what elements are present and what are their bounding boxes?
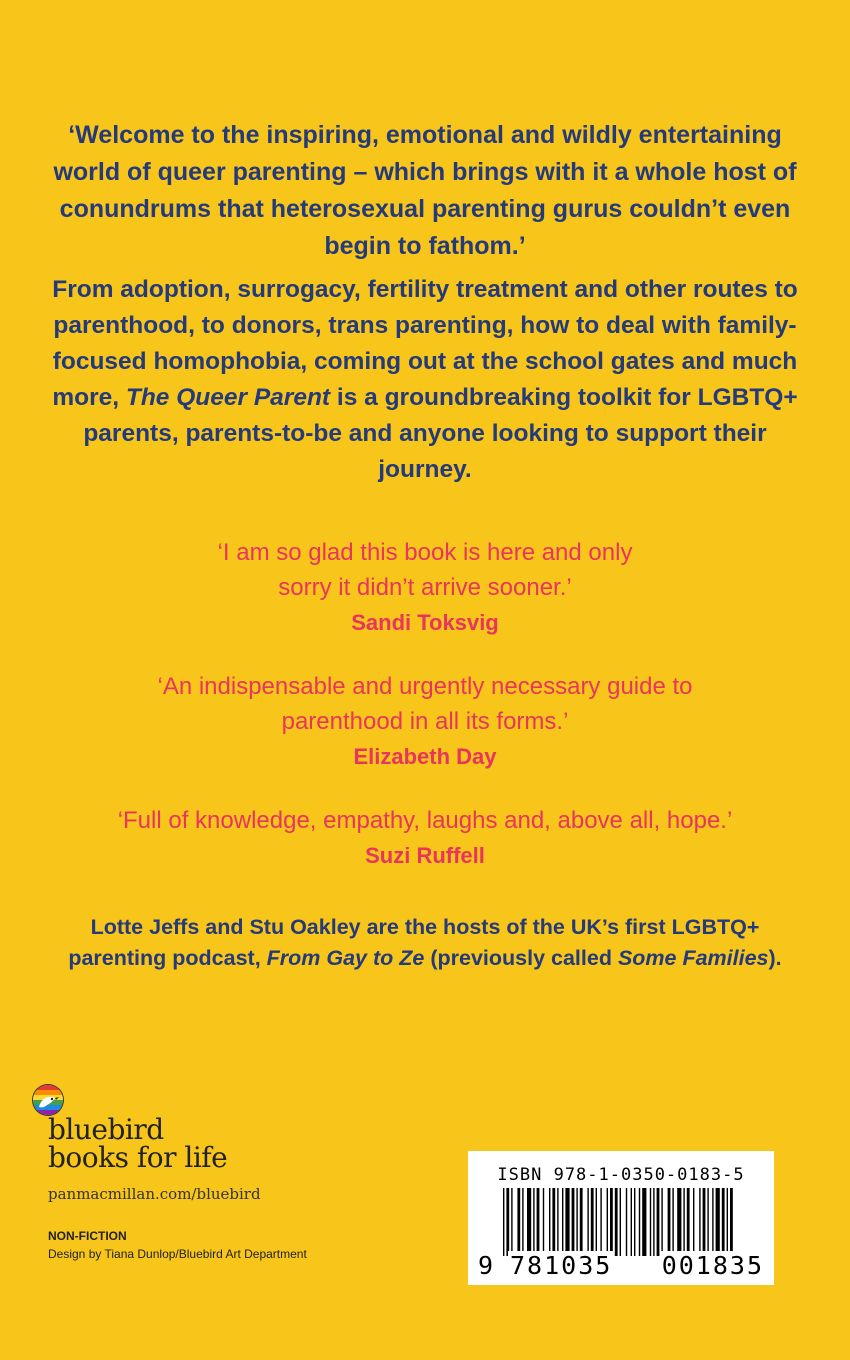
podcast-name: From Gay to Ze [266,946,425,970]
blurb-text-after: is a groundbreaking toolkit for LGBTQ+ parents, parents-to-be and anyone looking to support their journey. [83,384,798,483]
blurb-text-before: From adoption, surrogacy, fertility treatment and other routes to parenthood, to donors, trans parenting, how to deal with family-focused homophobia, coming out at the school gates and much more, [52,276,798,411]
book-category: NON-FICTION [48,1229,127,1243]
endorsement-quote: ‘I am so glad this book is here and only sorry it didn’t arrive sooner.’ [217,539,633,601]
ean-digits [508,1251,766,1280]
bio-text-middle: (previously called [424,946,618,970]
endorsement-author: Suzi Ruffell [365,843,485,868]
ean-left-group: 781035 [510,1251,613,1280]
endorsement-3 [40,803,810,872]
podcast-former-name: Some Families [617,946,769,970]
book-blurb [40,272,810,488]
author-bio [40,912,810,974]
publisher-tagline: books for life [48,1141,228,1174]
isbn-label: ISBN 978-1-0350-0183-5 [497,1165,745,1185]
ean-right-group: 001835 [661,1251,764,1280]
barcode-bars [501,1188,741,1258]
endorsement-2 [40,669,810,773]
bio-text-before: Lotte Jeffs and Stu Oakley are the hosts of the UK’s first LGBTQ+ parenting podcast, [68,915,760,970]
endorsement-author: Sandi Toksvig [351,610,499,635]
endorsement-quote: ‘An indispensable and urgently necessary guide to parenthood in all its forms.’ [157,673,693,735]
publisher-name: bluebird [48,1113,164,1146]
publisher-wordmark [48,1113,228,1174]
lead-quote: ‘Welcome to the inspiring, emotional and wildly entertaining world of queer parenting – which brings with it a whole host of conundrums that heterosexual parenting gurus couldn’t even begin to fathom.’ [53,121,797,260]
endorsement-author: Elizabeth Day [353,744,497,769]
ean-first-digit: 9 [478,1251,494,1280]
endorsement-1 [40,535,810,639]
isbn-barcode [468,1151,774,1285]
bluebird-logo-icon [33,1085,63,1115]
publisher-website: panmacmillan.com/bluebird [48,1185,261,1203]
design-credit: Design by Tiana Dunlop/Bluebird Art Department [48,1247,307,1261]
bio-text-after: ). [768,946,782,970]
endorsement-quote: ‘Full of knowledge, empathy, laughs and, above all, hope.’ [117,807,733,834]
book-title: The Queer Parent [125,384,331,411]
